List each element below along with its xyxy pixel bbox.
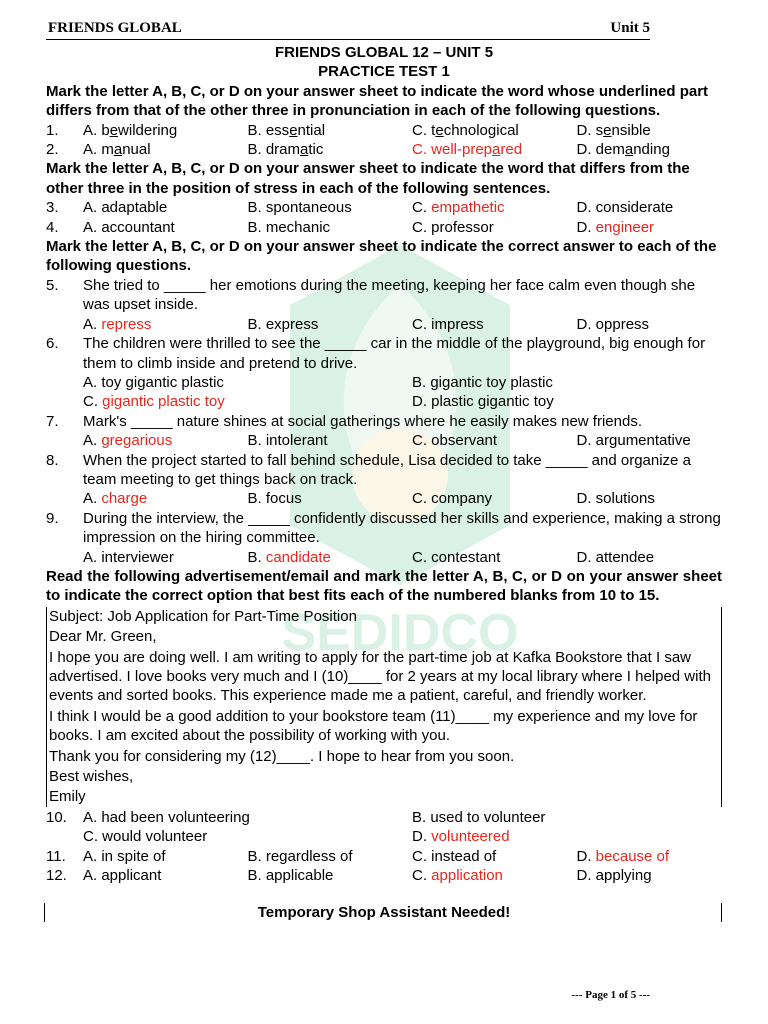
option-d[interactable]: D. oppress xyxy=(576,315,650,333)
option-c[interactable]: C. empathetic xyxy=(412,199,505,217)
answer-text: repress xyxy=(101,315,152,333)
question-number: 11. xyxy=(46,847,66,865)
option-a[interactable]: A. bewildering xyxy=(83,121,178,139)
question-number: 8. xyxy=(46,451,59,469)
question-number: 5. xyxy=(46,276,59,294)
section4-instruction: Read the following advertisement/email and mark the letter A, B, C, or D on your answer sheet to indicate the correct option that best fits each of the numbered blanks from 10 to 15. xyxy=(46,567,722,605)
option-b[interactable]: B. applicable xyxy=(247,867,334,885)
option-a[interactable]: A. interviewer xyxy=(83,548,174,566)
option-d[interactable]: D. volunteered xyxy=(412,828,510,846)
question-stem: During the interview, the _____ confidently discussed her skills and experience, making a strong impression on the hiring committee. xyxy=(83,509,721,547)
option-c[interactable]: C. application xyxy=(412,867,503,885)
question-4 xyxy=(46,218,722,237)
option-d[interactable]: D. demanding xyxy=(576,141,670,159)
question-11 xyxy=(46,847,722,866)
option-d[interactable]: D. solutions xyxy=(576,490,655,508)
ad-left-border xyxy=(44,903,45,922)
test-title: FRIENDS GLOBAL 12 – UNIT 5 xyxy=(274,44,494,61)
section3-instruction: Mark the letter A, B, C, or D on your answer sheet to indicate the correct answer to each of the following questions. xyxy=(46,238,717,275)
option-b[interactable]: B. regardless of xyxy=(247,847,353,865)
test-subtitle: PRACTICE TEST 1 xyxy=(318,63,450,81)
question-2 xyxy=(46,140,722,159)
option-c[interactable]: C. would volunteer xyxy=(83,828,208,846)
question-9-options xyxy=(46,548,722,567)
section2-instruction: Mark the letter A, B, C, or D on your answer sheet to indicate the word that differs from the other three in the position of stress in each of the following sentences. xyxy=(46,160,690,197)
question-stem: When the project started to fall behind schedule, Lisa decided to take _____ and organize a team meeting to get things back on track. xyxy=(83,451,691,488)
option-d[interactable]: D. engineer xyxy=(576,218,655,236)
page-header xyxy=(46,18,650,40)
question-10-options-ab xyxy=(46,808,722,827)
header-left-title: FRIENDS GLOBAL xyxy=(48,20,182,36)
question-stem: The children were thrilled to see the _____ car in the middle of the playground, big enough for them to climb inside and pretend to drive. xyxy=(83,335,706,372)
option-c[interactable]: C. gigantic plastic toy xyxy=(83,393,225,411)
question-6-options-ab xyxy=(46,373,722,392)
watermark-text: SEDIDCO xyxy=(281,604,519,662)
option-c[interactable]: C. instead of xyxy=(412,847,497,865)
answer-text: empathetic xyxy=(431,199,505,217)
option-c[interactable]: C. company xyxy=(412,490,493,508)
advertisement-title xyxy=(46,903,722,922)
option-c[interactable]: C. impress xyxy=(412,315,484,333)
question-number: 3. xyxy=(46,199,59,217)
option-a[interactable]: A. accountant xyxy=(83,218,175,236)
question-number: 1. xyxy=(46,121,59,139)
question-8-options xyxy=(46,489,722,508)
option-b[interactable]: B. dramatic xyxy=(247,141,324,159)
email-greeting: Dear Mr. Green, xyxy=(49,628,157,646)
option-b[interactable]: B. express xyxy=(247,315,319,333)
question-number: 6. xyxy=(46,335,59,353)
question-5-options xyxy=(46,315,722,334)
email-subject: Subject: Job Application for Part-Time Position xyxy=(49,607,357,625)
option-d[interactable]: D. applying xyxy=(576,867,652,885)
question-6-options-cd xyxy=(46,392,722,411)
option-d[interactable]: D. argumentative xyxy=(576,432,691,450)
option-d[interactable]: D. attendee xyxy=(576,548,655,566)
question-12 xyxy=(46,866,722,885)
question-6 xyxy=(46,334,722,373)
answer-text: candidate xyxy=(265,548,331,566)
question-number: 4. xyxy=(46,218,59,236)
question-number: 10. xyxy=(46,808,67,826)
question-10-options-cd xyxy=(46,827,722,846)
option-a[interactable]: A. had been volunteering xyxy=(83,808,250,826)
option-c[interactable]: C. professor xyxy=(412,218,494,236)
question-3 xyxy=(46,198,722,217)
option-a[interactable]: A. in spite of xyxy=(83,847,166,865)
question-stem: She tried to _____ her emotions during the meeting, keeping her face calm even though she was upset inside. xyxy=(83,276,696,314)
email-paragraph-2: I think I would be a good addition to your bookstore team (11)____ my experience and my love for books. I am excited about the possibility of working with you. xyxy=(49,707,698,745)
option-b[interactable]: B. mechanic xyxy=(247,218,331,236)
email-paragraph-1: I hope you are doing well. I am writing to apply for the part-time job at Kafka Bookstore that I saw advertised. I love books very much and I (10)____ for 2 years at my local library where I helped with events and sorted books. This experience made me a patient, careful, and friendly worker. xyxy=(49,648,711,705)
answer-text: gregarious xyxy=(101,432,173,450)
option-c-answer[interactable]: C. well-prepared xyxy=(412,141,523,159)
option-d[interactable]: D. sensible xyxy=(576,121,651,139)
option-b[interactable]: B. gigantic toy plastic xyxy=(412,373,553,391)
ad-right-border xyxy=(721,903,722,922)
email-signature: Emily xyxy=(49,788,86,806)
question-5 xyxy=(46,276,722,315)
answer-text: application xyxy=(431,867,503,885)
question-number: 9. xyxy=(46,509,59,527)
option-d[interactable]: D. considerate xyxy=(576,199,674,217)
worksheet-content xyxy=(46,43,722,923)
question-1 xyxy=(46,121,722,140)
option-c[interactable]: C. technological xyxy=(412,121,519,139)
question-8 xyxy=(46,451,722,490)
answer-text: charge xyxy=(101,490,148,508)
option-a[interactable]: A. gregarious xyxy=(83,432,173,450)
option-a[interactable]: A. manual xyxy=(83,141,151,159)
question-number: 2. xyxy=(46,141,59,159)
answer-text: gigantic plastic toy xyxy=(102,393,225,411)
answer-text: volunteered xyxy=(431,828,510,846)
option-b[interactable]: B. spontaneous xyxy=(247,199,352,217)
email-passage xyxy=(46,607,722,807)
option-c[interactable]: C. observant xyxy=(412,432,498,450)
option-d[interactable]: D. plastic gigantic toy xyxy=(412,393,554,411)
option-b[interactable]: B. candidate xyxy=(247,548,331,566)
option-a[interactable]: A. adaptable xyxy=(83,199,168,217)
question-7-options xyxy=(46,431,722,450)
option-a[interactable]: A. applicant xyxy=(83,867,162,885)
option-a[interactable]: A. toy gigantic plastic xyxy=(83,373,224,391)
email-paragraph-3: Thank you for considering my (12)____. I hope to hear from you soon. xyxy=(49,747,515,765)
option-b[interactable]: B. essential xyxy=(247,121,326,139)
option-d[interactable]: D. because of xyxy=(576,847,670,865)
question-stem: Mark's _____ nature shines at social gatherings where he easily makes new friends. xyxy=(83,412,642,430)
answer-text: engineer xyxy=(595,218,655,236)
question-number: 12. xyxy=(46,867,67,885)
option-b[interactable]: B. intolerant xyxy=(247,432,328,450)
option-c[interactable]: C. contestant xyxy=(412,548,501,566)
advertisement-title-text: Temporary Shop Assistant Needed! xyxy=(257,904,511,922)
option-a[interactable]: A. charge xyxy=(83,490,148,508)
question-7 xyxy=(46,412,722,431)
page-footer: --- Page 1 of 5 --- xyxy=(571,989,650,1001)
question-9 xyxy=(46,509,722,548)
section1-instruction: Mark the letter A, B, C, or D on your answer sheet to indicate the word whose underlined part differs from that of the other three in pronunciation in each of the following questions. xyxy=(46,82,709,120)
option-b[interactable]: B. used to volunteer xyxy=(412,808,546,826)
header-unit: Unit 5 xyxy=(610,20,650,36)
option-b[interactable]: B. focus xyxy=(247,490,302,508)
header-rule xyxy=(46,39,650,40)
email-closing: Best wishes, xyxy=(49,768,134,786)
question-number: 7. xyxy=(46,412,59,430)
answer-text: because of xyxy=(595,847,670,865)
option-a[interactable]: A. repress xyxy=(83,315,152,333)
